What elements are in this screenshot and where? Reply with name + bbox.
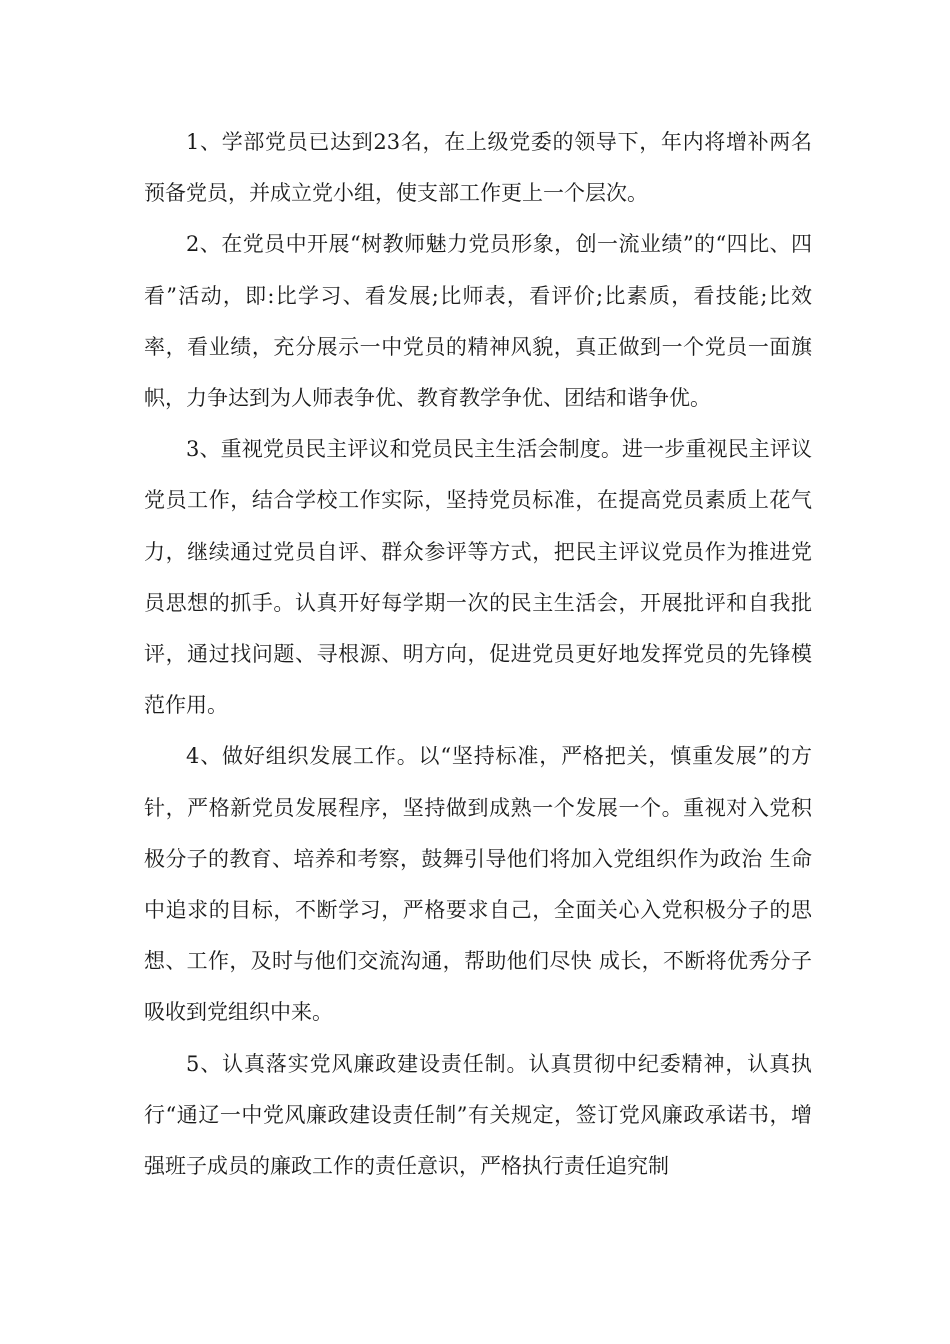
paragraph-3: 3、重视党员民主评议和党员民主生活会制度。进一步重视民主评议党员工作，结合学校工作实际，坚持党员标准，在提高党员素质上花气力，继续通过党员自评、群众参评等方式，把民主评议党员作为推进党员思想的抓手。认真开好每学期一次的民主生活会，开展批评和自我批评，通过找问题、寻根源、明方向，促进党员更好地发挥党员的先锋模范作用。	[144, 437, 812, 718]
paragraph-1: 1、学部党员已达到23名，在上级党委的领导下，年内将增补两名预备党员，并成立党小组，使支部工作更上一个层次。	[144, 130, 812, 206]
document-body	[144, 117, 819, 1192]
paragraph-2: 2、在党员中开展“树教师魅力党员形象，创一流业绩”的“四比、四看”活动，即:比学习、看发展;比师表，看评价;比素质，看技能;比效率，看业绩，充分展示一中党员的精神风貌，真正做到一个党员一面旗帜，力争达到为人师表争优、教育教学争优、团结和谐争优。	[144, 232, 812, 411]
paragraph-4: 4、做好组织发展工作。以“坚持标准，严格把关，慎重发展”的方针，严格新党员发展程序，坚持做到成熟一个发展一个。重视对入党积极分子的教育、培养和考察，鼓舞引导他们将加入党组织作为政治 生命 中追求的目标，不断学习，严格要求自己，全面关心入党积极分子的思想、工作，及时与他们交流沟通，帮助他们尽快 成长，不断将优秀分子吸收到党组织中来。	[144, 744, 819, 1025]
paragraph-5: 5、认真落实党风廉政建设责任制。认真贯彻中纪委精神，认真执行“通辽一中党风廉政建设责任制”有关规定，签订党风廉政承诺书，增强班子成员的廉政工作的责任意识，严格执行责任追究制	[144, 1051, 812, 1179]
